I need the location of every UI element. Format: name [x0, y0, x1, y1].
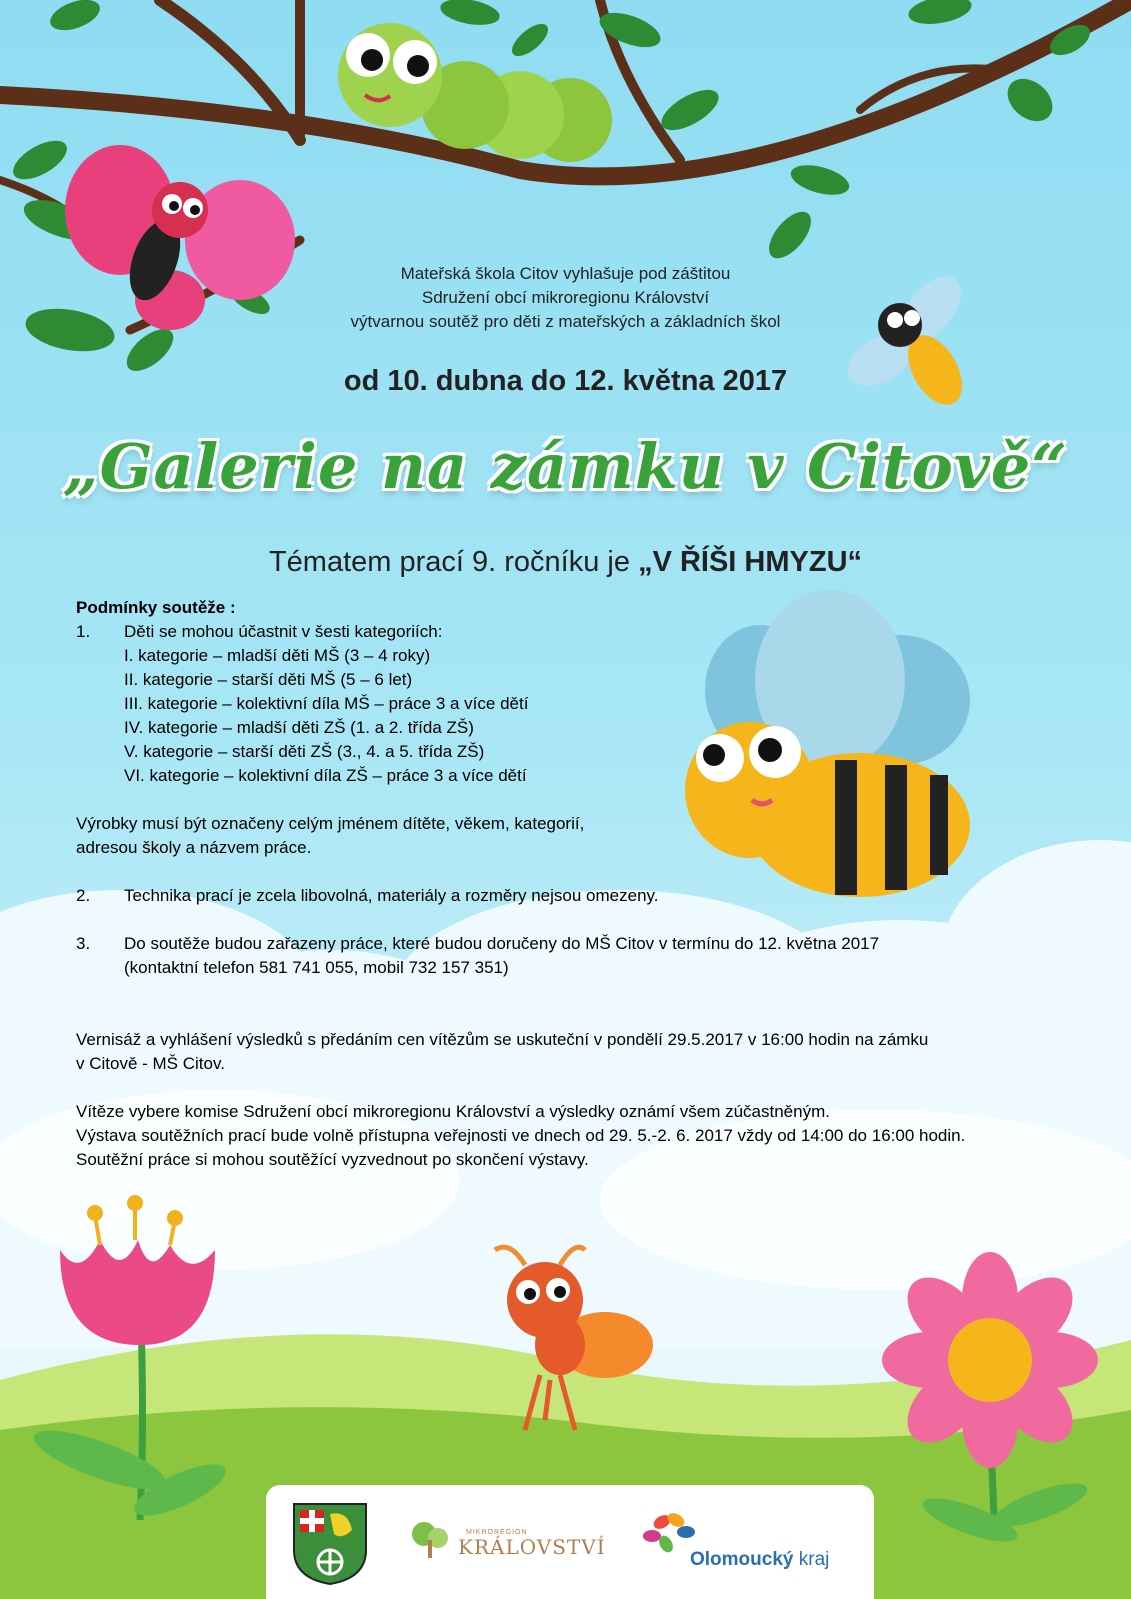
theme-highlight: „V ŘÍŠI HMYZU“: [638, 546, 863, 578]
conditions-heading: Podmínky soutěže :: [76, 598, 236, 617]
closing-line: Soutěžní práce si mohou soutěžící vyzvednout po skončení výstavy.: [76, 1150, 589, 1169]
closing-line: Vítěze vybere komise Sdružení obcí mikroregionu Království a výsledky oznámí všem zúčastněným.: [76, 1102, 830, 1121]
item-number: 3.: [76, 934, 91, 953]
category-item: III. kategorie – kolektivní díla MŠ – práce 3 a více dětí: [124, 694, 529, 713]
intro-line: Mateřská škola Citov vyhlašuje pod záštitou: [400, 264, 731, 283]
closing-line: Výstava soutěžních prací bude volně přístupna veřejnosti ve dnech od 29. 5.-2. 6. 2017 vždy od 14:00 do 16:00 hodin.: [76, 1126, 966, 1145]
intro-line: Sdružení obcí mikroregionu Království: [421, 288, 710, 307]
olomoucky-word: Olomoucký: [690, 1549, 794, 1570]
kralovstvi-logo-text: KRÁLOVSTVÍ: [458, 1535, 606, 1559]
olomoucky-kraj-logo-text: [690, 1549, 829, 1571]
theme-prefix: Tématem prací 9. ročníku je: [268, 546, 639, 578]
citov-coat-of-arms-icon: [290, 1500, 370, 1585]
vernissage-line: v Citově - MŠ Citov.: [76, 1054, 225, 1073]
item-number: 1.: [76, 622, 91, 641]
category-item: I. kategorie – mladší děti MŠ (3 – 4 roky): [124, 646, 431, 665]
big-bee-illustration: [685, 590, 970, 897]
vernissage-line: Vernisáž a vyhlášení výsledků s předáním cen vítězům se uskuteční v pondělí 29.5.2017 v 16:00 hodin na zámku: [76, 1030, 929, 1049]
category-item: II. kategorie – starší děti MŠ (5 – 6 let): [124, 670, 413, 689]
tree-logo-icon: [406, 1520, 456, 1560]
category-item: IV. kategorie – mladší děti ZŠ (1. a 2. třída ZŠ): [124, 718, 474, 737]
item-number: 2.: [76, 886, 91, 905]
item-text: Do soutěže budou zařazeny práce, které budou doručeny do MŠ Citov v termínu do 12. května 2017: [124, 934, 880, 953]
labeling-line: adresou školy a názvem práce.: [76, 838, 312, 857]
intro-line: výtvarnou soutěž pro děti z mateřských a základních škol: [350, 312, 781, 331]
item-text: Děti se mohou účastnit v šesti kategoriích:: [124, 622, 443, 641]
category-item: VI. kategorie – kolektivní díla ZŠ – práce 3 a více dětí: [124, 766, 527, 785]
contact-line: (kontaktní telefon 581 741 055, mobil 732 157 351): [124, 958, 509, 977]
kraj-word: kraj: [798, 1549, 830, 1570]
competition-dates: od 10. dubna do 12. května 2017: [343, 365, 788, 397]
category-item: V. kategorie – starší děti ZŠ (3., 4. a 5. třída ZŠ): [124, 742, 485, 761]
item-text: Technika prací je zcela libovolná, materiály a rozměry nejsou omezeny.: [124, 886, 659, 905]
theme-line: [0, 546, 1131, 579]
kralovstvi-subtitle: MIKROREGION: [466, 1529, 528, 1536]
poster-title: „Galerie na zámku v Citově“: [62, 430, 1069, 503]
labeling-line: Výrobky musí být označeny celým jménem dítěte, věkem, kategorií,: [76, 814, 585, 833]
intro-text: [0, 262, 1131, 334]
